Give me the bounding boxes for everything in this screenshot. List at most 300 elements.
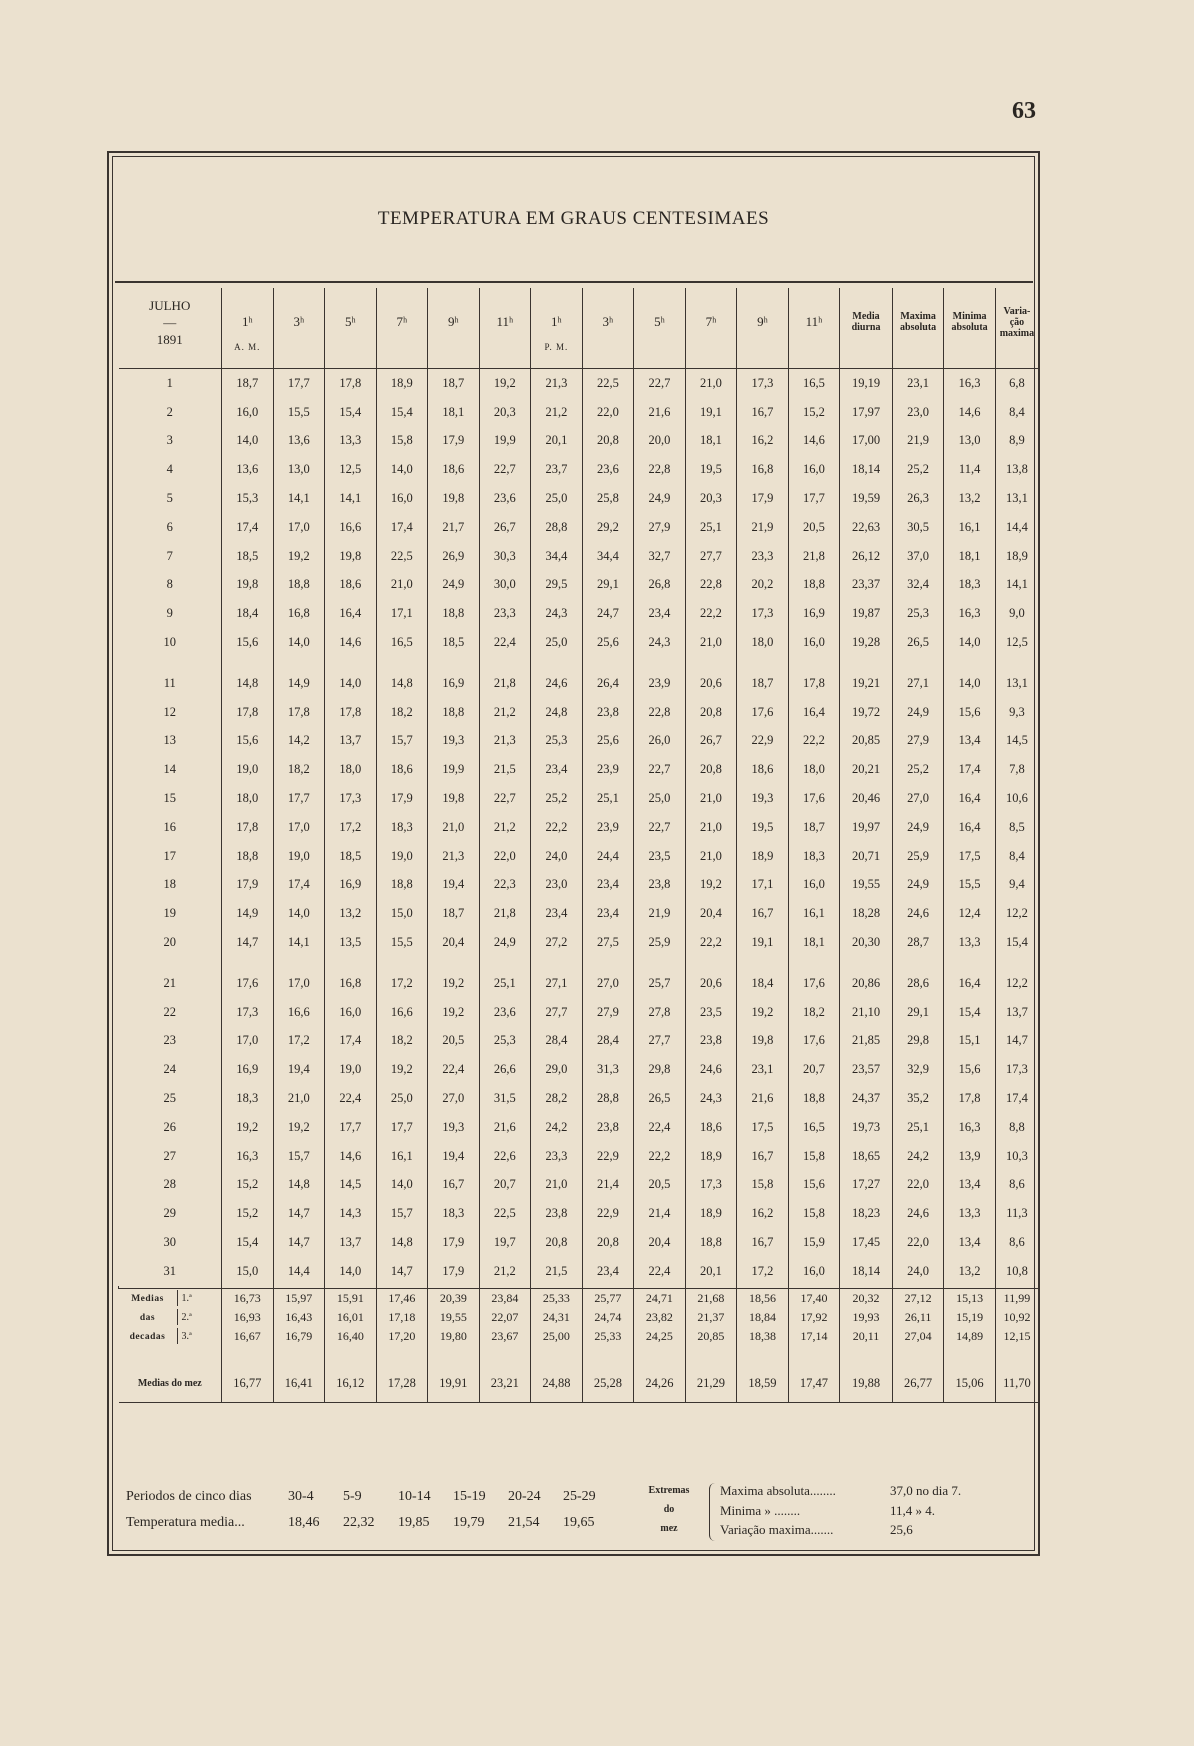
- value-cell: 16,4: [325, 599, 377, 628]
- header-rule-cell: [582, 356, 634, 369]
- value-cell: 13,3: [944, 1199, 996, 1228]
- decada-number: 3.ª: [181, 1331, 192, 1343]
- value-cell: 23,37: [840, 571, 893, 600]
- value-cell: 23,4: [582, 871, 634, 900]
- value-cell: 19,4: [428, 1142, 480, 1171]
- gap-cell: [273, 957, 325, 969]
- value-cell: 20,6: [685, 669, 737, 698]
- gap-cell: [531, 957, 583, 969]
- spacer-cell: [892, 1346, 944, 1368]
- value-cell: 16,0: [222, 398, 274, 427]
- value-cell: 28,8: [582, 1084, 634, 1113]
- value-cell: 18,9: [685, 1199, 737, 1228]
- value-cell: 21,10: [840, 998, 893, 1027]
- header-maxima-absoluta: [892, 288, 944, 356]
- day-cell: 22: [163, 1004, 177, 1019]
- decada-value: 20,39: [428, 1288, 480, 1308]
- value-cell: 13,6: [273, 427, 325, 456]
- value-cell: 16,2: [737, 427, 789, 456]
- gap-cell: [737, 657, 789, 669]
- value-cell: 20,1: [685, 1257, 737, 1286]
- value-cell: 26,7: [685, 727, 737, 756]
- value-cell: 37,0: [892, 542, 944, 571]
- value-cell: 13,9: [944, 1142, 996, 1171]
- value-cell: 24,37: [840, 1084, 893, 1113]
- value-cell: 17,7: [325, 1113, 377, 1142]
- value-cell: 15,8: [788, 1142, 840, 1171]
- value-cell: 19,28: [840, 628, 893, 657]
- value-cell: 13,4: [944, 1171, 996, 1200]
- value-cell: 19,87: [840, 599, 893, 628]
- value-cell: 14,0: [376, 455, 428, 484]
- value-cell: 13,3: [325, 427, 377, 456]
- value-cell: 14,0: [273, 628, 325, 657]
- value-cell: 15,8: [737, 1171, 789, 1200]
- day-cell: 19: [163, 906, 177, 921]
- value-cell: 24,3: [531, 599, 583, 628]
- value-cell: 21,3: [531, 369, 583, 398]
- value-cell: 35,2: [892, 1084, 944, 1113]
- extremas-label-2: do: [663, 1504, 675, 1515]
- header-rule-cell: [222, 356, 274, 369]
- table-row: [119, 1084, 1039, 1113]
- day-cell: 29: [163, 1206, 177, 1221]
- value-cell: 28,4: [531, 1027, 583, 1056]
- decada-value: 24,71: [634, 1288, 686, 1308]
- value-cell: 20,21: [840, 755, 893, 784]
- value-cell: 14,1: [273, 928, 325, 957]
- value-cell: 17,9: [222, 871, 274, 900]
- value-cell: 14,6: [788, 427, 840, 456]
- value-cell: 17,0: [222, 1027, 274, 1056]
- value-cell: 18,7: [222, 369, 274, 398]
- decada-value: 17,46: [376, 1288, 428, 1308]
- value-cell: 17,8: [325, 369, 377, 398]
- value-cell: 16,9: [222, 1055, 274, 1084]
- header-hour-12: [788, 288, 840, 356]
- gap-cell: [944, 657, 996, 669]
- value-cell: 16,3: [944, 1113, 996, 1142]
- decada-value: 17,14: [788, 1327, 840, 1346]
- rule-cell: [273, 1400, 325, 1403]
- value-cell: 18,1: [685, 427, 737, 456]
- value-cell: 16,0: [788, 871, 840, 900]
- day-cell: 25: [163, 1091, 177, 1106]
- rule-cell: [222, 1400, 274, 1403]
- decada-value: 19,55: [428, 1308, 480, 1327]
- value-cell: 20,4: [634, 1228, 686, 1257]
- table-row: [119, 398, 1039, 427]
- gap-cell: [325, 957, 377, 969]
- value-cell: 21,0: [685, 369, 737, 398]
- day-cell: 12: [163, 704, 177, 719]
- rule-cell: [892, 1400, 944, 1403]
- decada-value: 27,12: [892, 1288, 944, 1308]
- value-cell: 28,6: [892, 969, 944, 998]
- value-cell: 13,7: [995, 998, 1038, 1027]
- value-cell: 21,9: [737, 513, 789, 542]
- value-cell: 20,1: [531, 427, 583, 456]
- extrema-name: Variação maxima.......: [720, 1522, 834, 1537]
- value-cell: 26,7: [479, 513, 531, 542]
- value-cell: 16,3: [944, 599, 996, 628]
- value-cell: 11,4: [944, 455, 996, 484]
- value-cell: 14,8: [376, 1228, 428, 1257]
- decada-value: 18,38: [737, 1327, 789, 1346]
- value-cell: 27,1: [531, 969, 583, 998]
- header-hour-label: 7ʰ: [705, 314, 717, 329]
- value-cell: 14,0: [273, 899, 325, 928]
- value-cell: 27,0: [582, 969, 634, 998]
- decada-value: 12,15: [995, 1327, 1038, 1346]
- header-rule-cell: [376, 356, 428, 369]
- value-cell: 32,7: [634, 542, 686, 571]
- extrema-row: [720, 1520, 1040, 1540]
- value-cell: 27,0: [892, 784, 944, 813]
- mes-value: 18,59: [737, 1368, 789, 1400]
- day-cell: 11: [163, 675, 176, 690]
- value-cell: 22,7: [634, 755, 686, 784]
- gap-cell: [376, 657, 428, 669]
- table-row: [119, 369, 1039, 398]
- value-cell: 22,4: [325, 1084, 377, 1113]
- value-cell: 13,2: [325, 899, 377, 928]
- value-cell: 23,1: [892, 369, 944, 398]
- header-rule-cell: [892, 356, 944, 369]
- value-cell: 27,0: [428, 1084, 480, 1113]
- value-cell: 18,2: [788, 998, 840, 1027]
- decade-gap: [119, 957, 1039, 969]
- gap-cell: [892, 957, 944, 969]
- value-cell: 17,27: [840, 1171, 893, 1200]
- value-cell: 23,57: [840, 1055, 893, 1084]
- value-cell: 20,2: [737, 571, 789, 600]
- periodos-label: Periodos de cinco dias: [126, 1489, 252, 1504]
- spacer-cell: [944, 1346, 996, 1368]
- mes-value: 17,47: [788, 1368, 840, 1400]
- decada-value: 20,85: [685, 1327, 737, 1346]
- value-cell: 14,8: [222, 669, 274, 698]
- table-row: [119, 969, 1039, 998]
- gap-cell: [995, 957, 1038, 969]
- value-cell: 19,59: [840, 484, 893, 513]
- table-row: [119, 455, 1039, 484]
- value-cell: 17,8: [325, 698, 377, 727]
- value-cell: 16,0: [788, 628, 840, 657]
- value-cell: 16,6: [325, 513, 377, 542]
- value-cell: 19,8: [222, 571, 274, 600]
- value-cell: 16,0: [376, 484, 428, 513]
- value-cell: 19,5: [685, 455, 737, 484]
- header-month-year: [119, 288, 222, 356]
- value-cell: 17,3: [325, 784, 377, 813]
- header-hour-label: 3ʰ: [602, 314, 614, 329]
- value-cell: 24,9: [892, 698, 944, 727]
- value-cell: 18,1: [428, 398, 480, 427]
- value-cell: 13,5: [325, 928, 377, 957]
- value-cell: 21,4: [634, 1199, 686, 1228]
- value-cell: 25,2: [892, 755, 944, 784]
- value-cell: 21,4: [582, 1171, 634, 1200]
- gap-cell: [788, 957, 840, 969]
- value-cell: 17,4: [273, 871, 325, 900]
- value-cell: 22,8: [634, 455, 686, 484]
- decada-value: 16,43: [273, 1308, 325, 1327]
- decada-value: 14,89: [944, 1327, 996, 1346]
- gap-cell: [222, 957, 274, 969]
- rule-cell: [737, 1400, 789, 1403]
- header-minima-absoluta-line: absoluta: [951, 322, 988, 333]
- mes-value: 17,28: [376, 1368, 428, 1400]
- day-cell: 18: [163, 877, 177, 892]
- value-cell: 19,7: [479, 1228, 531, 1257]
- value-cell: 21,8: [479, 899, 531, 928]
- value-cell: 25,6: [582, 628, 634, 657]
- header-rule-cell: [325, 356, 377, 369]
- extremas-label: [634, 1481, 704, 1538]
- value-cell: 18,9: [376, 369, 428, 398]
- value-cell: 14,6: [325, 628, 377, 657]
- day-cell: 3: [166, 433, 173, 448]
- value-cell: 23,9: [582, 755, 634, 784]
- rule-cell: [944, 1400, 996, 1403]
- value-cell: 14,1: [273, 484, 325, 513]
- header-year: 1891: [156, 331, 183, 347]
- value-cell: 26,4: [582, 669, 634, 698]
- spacer-cell: [634, 1346, 686, 1368]
- table-row: [119, 928, 1039, 957]
- decada-row: [119, 1288, 1039, 1308]
- value-cell: 18,8: [685, 1228, 737, 1257]
- decada-value: 19,93: [840, 1308, 893, 1327]
- value-cell: 17,0: [273, 969, 325, 998]
- value-cell: 18,8: [788, 1084, 840, 1113]
- value-cell: 22,8: [634, 698, 686, 727]
- value-cell: 16,4: [944, 784, 996, 813]
- value-cell: 16,7: [737, 1228, 789, 1257]
- title-divider: [115, 281, 1033, 283]
- value-cell: 16,5: [788, 369, 840, 398]
- value-cell: 17,3: [737, 369, 789, 398]
- value-cell: 7,8: [995, 755, 1038, 784]
- value-cell: 18,7: [428, 369, 480, 398]
- rule-cell: [995, 1400, 1038, 1403]
- decada-value: 15,91: [325, 1288, 377, 1308]
- value-cell: 16,0: [325, 998, 377, 1027]
- header-media-diurna-line: diurna: [851, 322, 881, 333]
- periodo-cell: 25-29: [563, 1489, 596, 1504]
- value-cell: 17,2: [737, 1257, 789, 1286]
- value-cell: 23,6: [479, 484, 531, 513]
- spacer-cell: [685, 1346, 737, 1368]
- value-cell: 18,4: [222, 599, 274, 628]
- extremas-label-3: mez: [660, 1523, 678, 1534]
- value-cell: 26,9: [428, 542, 480, 571]
- header-rule-cell: [428, 356, 480, 369]
- value-cell: 18,0: [737, 628, 789, 657]
- value-cell: 18,23: [840, 1199, 893, 1228]
- decada-row: [119, 1308, 1039, 1327]
- page-title: TEMPERATURA EM GRAUS CENTESIMAES: [377, 208, 770, 229]
- value-cell: 22,4: [634, 1257, 686, 1286]
- value-cell: 18,3: [222, 1084, 274, 1113]
- day-cell: 21: [163, 975, 177, 990]
- gap-cell: [119, 957, 222, 969]
- value-cell: 17,3: [685, 1171, 737, 1200]
- value-cell: 19,21: [840, 669, 893, 698]
- value-cell: 31,3: [582, 1055, 634, 1084]
- value-cell: 20,5: [428, 1027, 480, 1056]
- value-cell: 17,00: [840, 427, 893, 456]
- decade-gap: [119, 657, 1039, 669]
- value-cell: 17,45: [840, 1228, 893, 1257]
- value-cell: 19,19: [840, 369, 893, 398]
- value-cell: 22,0: [892, 1228, 944, 1257]
- value-cell: 21,6: [737, 1084, 789, 1113]
- value-cell: 14,0: [944, 669, 996, 698]
- value-cell: 27,1: [892, 669, 944, 698]
- value-cell: 17,1: [737, 871, 789, 900]
- value-cell: 20,85: [840, 727, 893, 756]
- temperatura-media-cell: 19,79: [453, 1515, 485, 1530]
- header-rule-cell: [840, 356, 893, 369]
- value-cell: 16,4: [944, 969, 996, 998]
- value-cell: 21,2: [479, 698, 531, 727]
- value-cell: 24,6: [531, 669, 583, 698]
- value-cell: 10,3: [995, 1142, 1038, 1171]
- value-cell: 23,4: [582, 899, 634, 928]
- spacer-cell: [582, 1346, 634, 1368]
- header-divider: [119, 356, 1039, 369]
- decada-value: 26,11: [892, 1308, 944, 1327]
- value-cell: 27,9: [634, 513, 686, 542]
- value-cell: 17,9: [428, 1228, 480, 1257]
- value-cell: 27,7: [634, 1027, 686, 1056]
- value-cell: 14,2: [273, 727, 325, 756]
- value-cell: 20,8: [685, 755, 737, 784]
- value-cell: 22,7: [634, 813, 686, 842]
- table-row: [119, 813, 1039, 842]
- value-cell: 16,9: [325, 871, 377, 900]
- value-cell: 24,9: [634, 484, 686, 513]
- table-row: [119, 1027, 1039, 1056]
- rule-cell: [531, 1400, 583, 1403]
- value-cell: 26,12: [840, 542, 893, 571]
- day-cell: 8: [166, 577, 173, 592]
- value-cell: 27,9: [892, 727, 944, 756]
- rule-cell: [376, 1400, 428, 1403]
- gap-cell: [531, 657, 583, 669]
- table-row: [119, 842, 1039, 871]
- value-cell: 18,7: [788, 813, 840, 842]
- value-cell: 29,1: [582, 571, 634, 600]
- value-cell: 24,9: [892, 871, 944, 900]
- value-cell: 16,4: [944, 813, 996, 842]
- value-cell: 29,2: [582, 513, 634, 542]
- day-cell: 13: [163, 733, 177, 748]
- mes-value: 24,88: [531, 1368, 583, 1400]
- value-cell: 18,9: [995, 542, 1038, 571]
- decada-label: decadas: [129, 1332, 166, 1343]
- header-rule-cell: [273, 356, 325, 369]
- value-cell: 14,5: [325, 1171, 377, 1200]
- day-cell: 6: [166, 519, 173, 534]
- value-cell: 14,4: [273, 1257, 325, 1286]
- gap-cell: [737, 957, 789, 969]
- temperatura-media-row: [126, 1510, 618, 1536]
- header-rule-cell: [119, 356, 222, 369]
- value-cell: 28,8: [531, 513, 583, 542]
- value-cell: 27,5: [582, 928, 634, 957]
- table-row: [119, 628, 1039, 657]
- value-cell: 19,73: [840, 1113, 893, 1142]
- value-cell: 14,0: [325, 1257, 377, 1286]
- decada-value: 16,67: [222, 1327, 274, 1346]
- value-cell: 18,3: [788, 842, 840, 871]
- value-cell: 20,8: [531, 1228, 583, 1257]
- header-hour-2: [273, 288, 325, 356]
- value-cell: 22,4: [479, 628, 531, 657]
- value-cell: 23,8: [582, 1113, 634, 1142]
- value-cell: 18,8: [376, 871, 428, 900]
- value-cell: 18,6: [376, 755, 428, 784]
- extremas-label-1: Extremas: [648, 1485, 690, 1496]
- value-cell: 15,7: [376, 727, 428, 756]
- value-cell: 17,2: [325, 813, 377, 842]
- value-cell: 19,8: [428, 484, 480, 513]
- day-cell: 23: [163, 1033, 177, 1048]
- value-cell: 12,2: [995, 899, 1038, 928]
- value-cell: 16,9: [788, 599, 840, 628]
- spacer-cell: [788, 1346, 840, 1368]
- value-cell: 19,0: [325, 1055, 377, 1084]
- value-cell: 24,6: [685, 1055, 737, 1084]
- table-row: [119, 427, 1039, 456]
- value-cell: 17,6: [788, 1027, 840, 1056]
- day-cell: 28: [163, 1177, 177, 1192]
- value-cell: 23,8: [531, 1199, 583, 1228]
- header-hour-label: 11ʰ: [496, 314, 514, 329]
- header-month: JULHO: [149, 297, 191, 313]
- value-cell: 29,1: [892, 998, 944, 1027]
- value-cell: 19,5: [737, 813, 789, 842]
- value-cell: 19,4: [428, 871, 480, 900]
- value-cell: 22,5: [582, 369, 634, 398]
- mes-value: 15,06: [944, 1368, 996, 1400]
- value-cell: 16,3: [944, 369, 996, 398]
- extremas-brace: [709, 1483, 718, 1541]
- value-cell: 19,97: [840, 813, 893, 842]
- value-cell: 18,0: [788, 755, 840, 784]
- value-cell: 22,5: [376, 542, 428, 571]
- decada-value: 23,84: [479, 1288, 531, 1308]
- header-minima-absoluta-line: Minima: [952, 311, 987, 322]
- decada-value: 20,11: [840, 1327, 893, 1346]
- value-cell: 16,7: [737, 398, 789, 427]
- value-cell: 26,0: [634, 727, 686, 756]
- value-cell: 17,9: [376, 784, 428, 813]
- value-cell: 8,6: [995, 1228, 1038, 1257]
- header-rule-cell: [944, 356, 996, 369]
- value-cell: 14,5: [995, 727, 1038, 756]
- value-cell: 20,8: [582, 427, 634, 456]
- temperatura-media-cell: 19,65: [563, 1515, 595, 1530]
- value-cell: 22,7: [634, 369, 686, 398]
- gap-cell: [273, 657, 325, 669]
- value-cell: 24,9: [428, 571, 480, 600]
- value-cell: 15,5: [376, 928, 428, 957]
- value-cell: 31,5: [479, 1084, 531, 1113]
